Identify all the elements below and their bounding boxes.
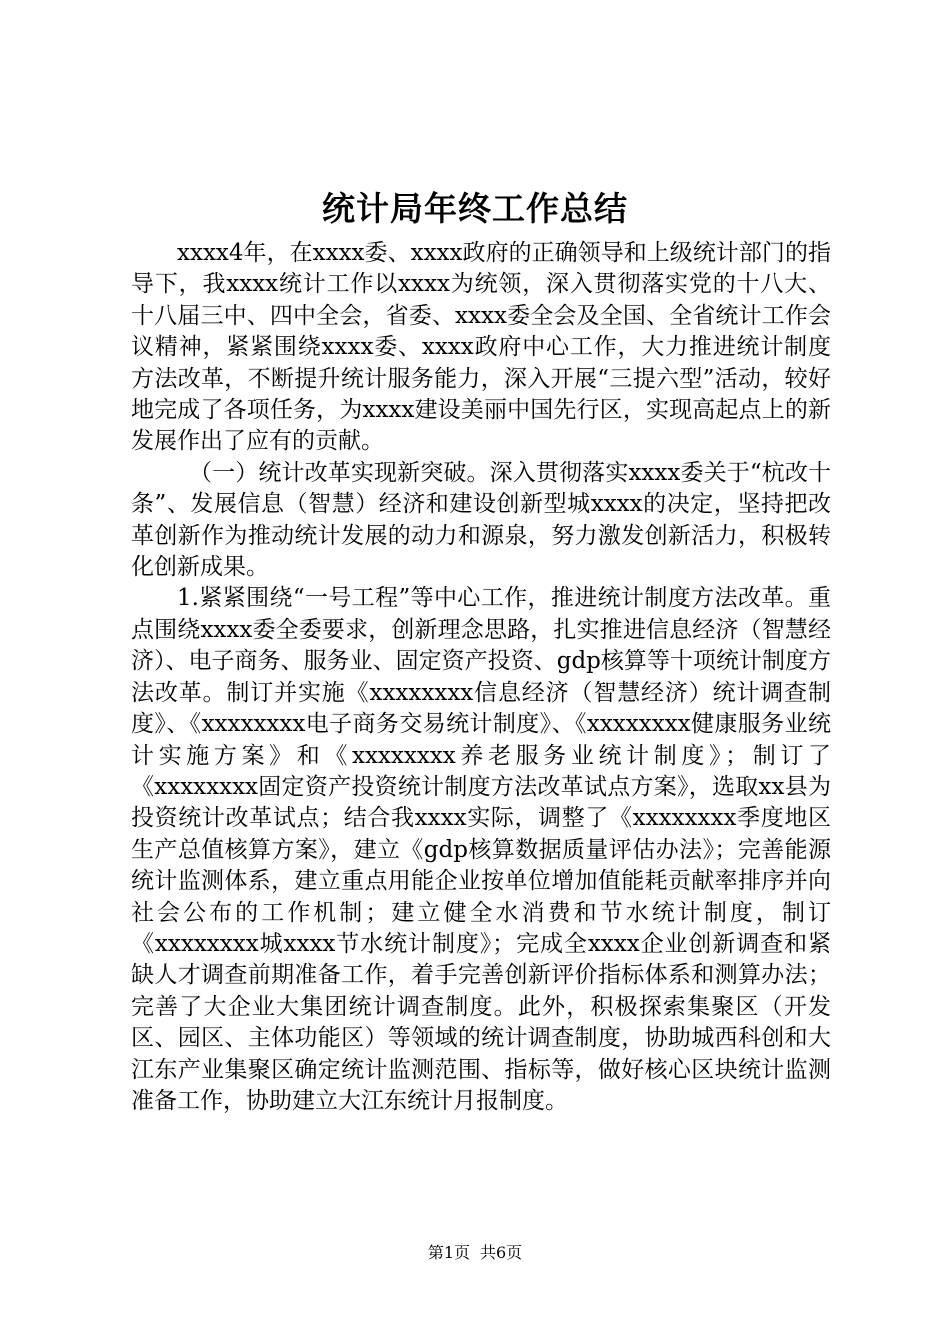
paragraph-item-1: 1.紧紧围绕“一号工程”等中心工作，推进统计制度方法改革。重点围绕xxxx委全委要求，创新理念思路，扎实推进信息经济（智慧经济）、电子商务、服务业、固定资产投资、gdp核算等十项统计制度方法改革。制订并实施《xxxxxxxx信息经济（智慧经济）统计调查制度》、《xxxxxxxx电子商务交易统计制度》、《xxxxxxxx健康服务业统计实施方案》和《xxxxxxxx养老服务业统计制度》；制订了《xxxxxxxx固定资产投资统计制度方法改革试点方案》，选取xx县为投资统计改革试点；结合我xxxx实际，调整了《xxxxxxxx季度地区生产总值核算方案》，建立《gdp核算数据质量评估办法》；完善能源统计监测体系，建立重点用能企业按单位增加值能耗贡献率排序并向社会公布的工作机制；建立健全水消费和节水统计制度，制订《xxxxxxxx城xxxx节水统计制度》；完成全xxxx企业创新调查和紧缺人才调查前期准备工作，着手完善创新评价指标体系和测算办法；完善了大企业大集团统计调查制度。此外，积极探索集聚区（开发区、园区、主体功能区）等领域的统计调查制度，协助城西科创和大江东产业集聚区确定统计监测范围、指标等，做好核心区块统计监测准备工作，协助建立大江东统计月报制度。 <box>131 585 831 1114</box>
page-footer <box>0 1242 950 1264</box>
document-body <box>131 238 831 1117</box>
page-number: 第1页 <box>427 1243 470 1262</box>
paragraph-intro: xxxx4年，在xxxx委、xxxx政府的正确领导和上级统计部门的指导下，我xxxx统计工作以xxxx为统领，深入贯彻落实党的十八大、十八届三中、四中全会，省委、xxxx委全会及全国、全省统计工作会议精神，紧紧围绕xxxx委、xxxx政府中心工作，大力推进统计制度方法改革，不断提升统计服务能力，深入开展“三提六型”活动，较好地完成了各项任务，为xxxx建设美丽中国先行区，实现高起点上的新发展作出了应有的贡献。 <box>131 240 831 455</box>
paragraph-section-1: （一）统计改革实现新突破。深入贯彻落实xxxx委关于“杭改十条”、发展信息（智慧）经济和建设创新型城xxxx的决定，坚持把改革创新作为推动统计发展的动力和源泉，努力激发创新活力，积极转化创新成果。 <box>131 459 831 581</box>
page-total: 共6页 <box>480 1243 523 1262</box>
document-title: 统计局年终工作总结 <box>322 189 628 228</box>
